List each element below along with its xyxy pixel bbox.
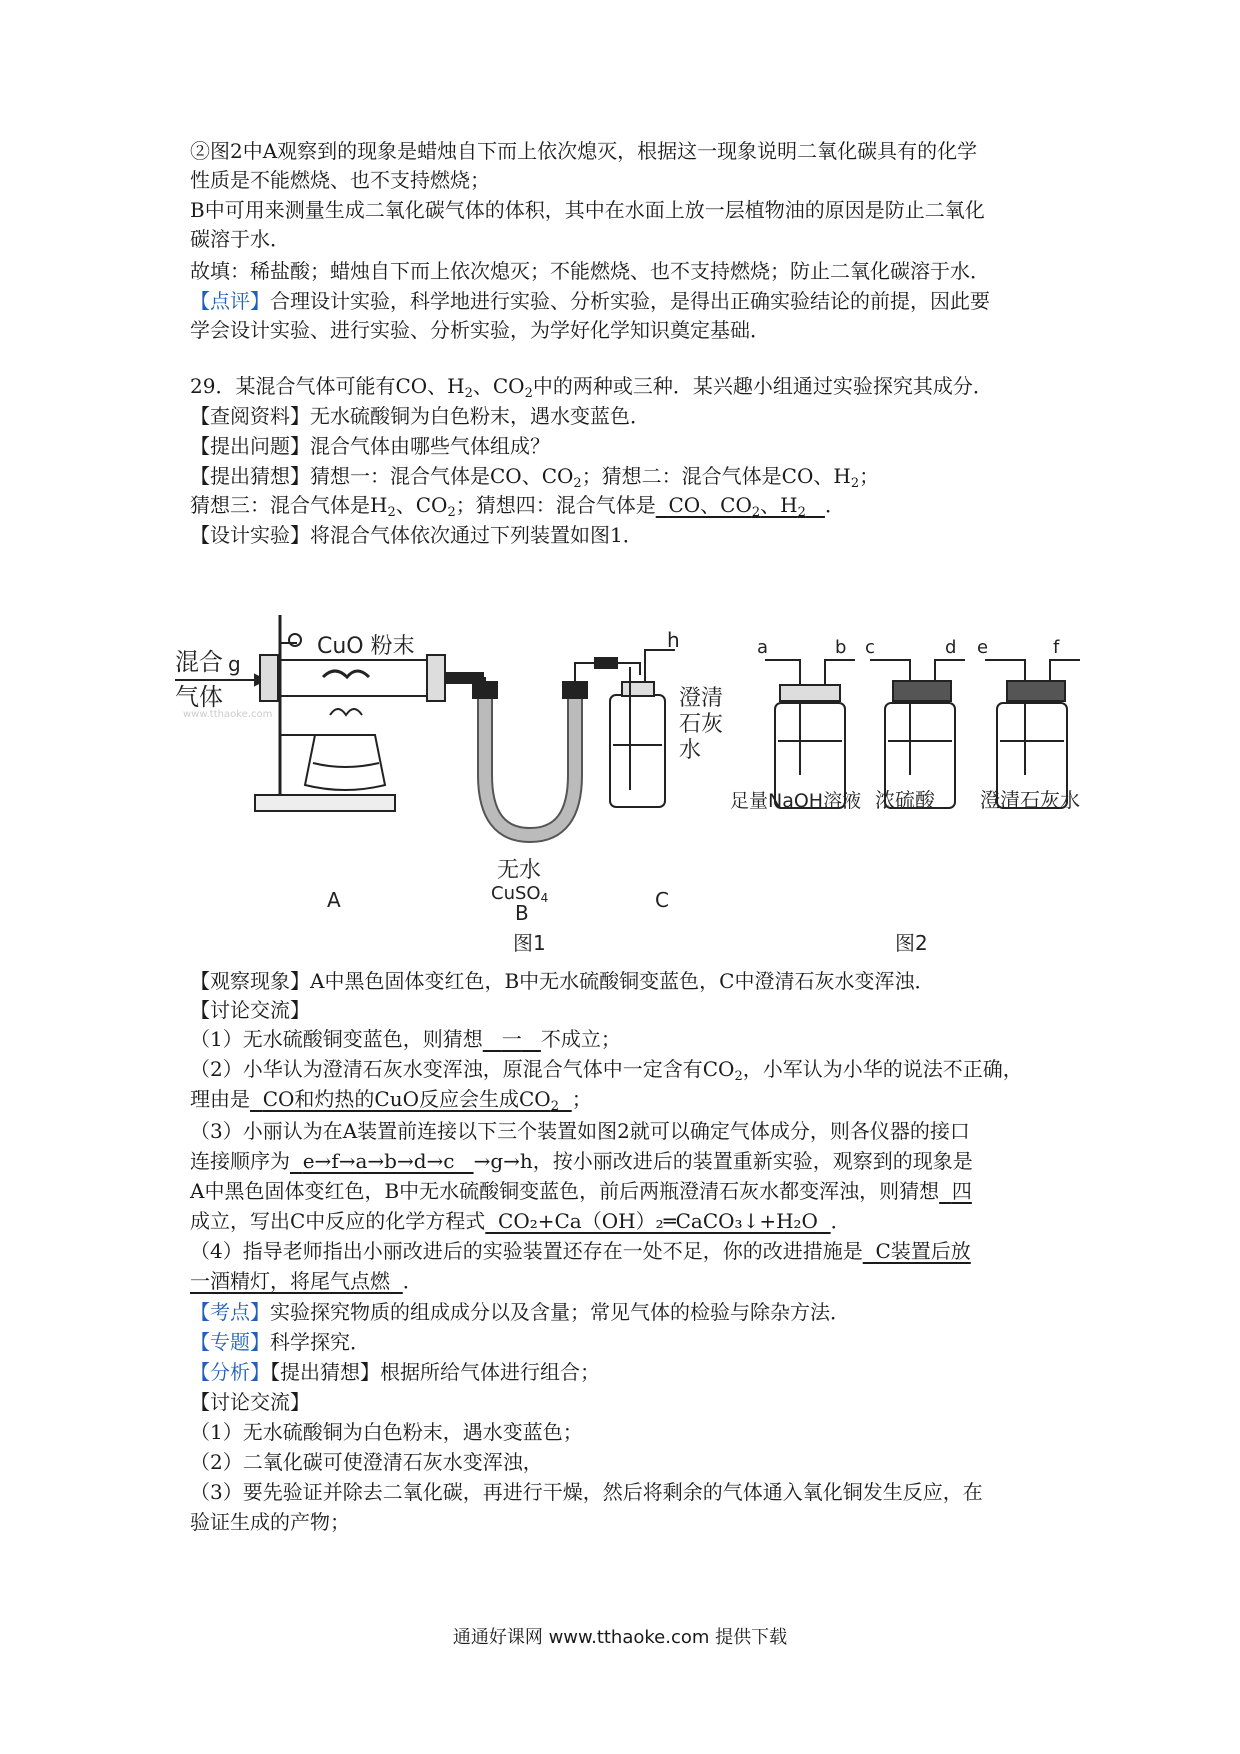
subscript: 2 <box>850 476 860 491</box>
q2-line <box>190 1085 592 1121</box>
text-line: 【观察现象】A中黑色固体变红色，B中无水硫酸铜变蓝色，C中澄清石灰水变浑浊． <box>190 969 935 993</box>
stopper <box>427 655 445 701</box>
answer-blank <box>485 1209 830 1233</box>
naoh-bottle <box>765 660 855 808</box>
outlet-tube <box>645 650 675 682</box>
text: 【提出猜想】根据所给气体进行组合； <box>270 1360 600 1384</box>
text-line: 【讨论交流】 <box>190 998 310 1022</box>
text-line: 【设计实验】将混合气体依次通过下列装置如图1． <box>190 523 643 547</box>
text: →g→h，按小丽改进后的装置重新实验，观察到的现象是 <box>473 1149 973 1173</box>
text: 【提出猜想】猜想一：混合气体是CO、CO <box>190 464 574 488</box>
text-line: B中可用来测量生成二氧化碳气体的体积，其中在水面上放一层植物油的原因是防止二氧化 <box>190 198 985 222</box>
subscript: 2 <box>797 505 806 520</box>
subscript: 2 <box>387 505 396 520</box>
limewater-bottle <box>610 695 665 807</box>
text-line: （1）无水硫酸铜为白色粉末，遇水变蓝色； <box>190 1420 583 1444</box>
label-C: C <box>655 888 669 912</box>
answer-text: 四 <box>951 1179 972 1203</box>
port-label-c: c <box>865 637 875 658</box>
footer-text: 通通好课网 www.tthaoke.com 提供下载 <box>452 1627 788 1648</box>
text: 、CO <box>472 374 525 398</box>
cuo-powder <box>323 671 369 677</box>
answer-text: e→f→a→b→d→c <box>302 1149 455 1173</box>
kaodian-line <box>190 1298 850 1326</box>
lime-water-bottle-2 <box>985 660 1080 808</box>
q1-line <box>190 1025 621 1053</box>
sulfuric-label: 浓硫酸 <box>875 788 935 812</box>
reaction-tube <box>267 660 437 696</box>
text: 科学探究． <box>270 1330 370 1354</box>
watermark: www.tthaoke.com <box>183 709 273 720</box>
answer-blank <box>190 1269 403 1293</box>
q3-line <box>190 1177 972 1205</box>
text-line: 碳溶于水． <box>190 227 290 251</box>
mixed-gas-label: 混合 <box>175 648 223 676</box>
answer-blank <box>290 1149 474 1173</box>
port-label-d: d <box>945 637 957 658</box>
kaodian-tag: 【考点】 <box>190 1300 270 1324</box>
text: A中黑色固体变红色，B中无水硫酸铜变蓝色，前后两瓶澄清石灰水都变浑浊，则猜想 <box>190 1179 940 1203</box>
q4-line <box>190 1267 423 1295</box>
text: 中的两种或三种．某兴趣小组通过实验探究其成分． <box>532 374 993 398</box>
answer-text: 一 <box>501 1027 522 1051</box>
text: ． <box>402 1269 423 1293</box>
text-line: 【提出问题】混合气体由哪些气体组成？ <box>190 434 550 458</box>
q3-line <box>190 1147 973 1175</box>
stand-base <box>255 795 395 811</box>
answer-blank <box>483 1027 541 1051</box>
text-line: 学会设计实验、进行实验、分析实验，为学好化学知识奠定基础． <box>190 318 770 342</box>
port-label-h: h <box>667 628 680 652</box>
subscript: 2 <box>550 1099 559 1114</box>
port-label-b: b <box>835 637 847 658</box>
subscript: 2 <box>751 505 761 520</box>
stopper <box>260 655 278 701</box>
cuso4-label: 无水 <box>497 858 542 883</box>
text-line: 验证生成的产物； <box>190 1510 350 1534</box>
answer-text: CO、CO <box>668 493 752 517</box>
text: 实验探究物质的组成成分以及含量；常见气体的检验与除杂方法． <box>270 1300 850 1324</box>
zhuanti-line <box>190 1328 370 1356</box>
text: ． <box>824 493 845 517</box>
dianping-tag: 【点评】 <box>190 289 270 313</box>
text: ； <box>571 1087 592 1111</box>
answer-blank <box>656 493 825 520</box>
zhuanti-tag: 【专题】 <box>190 1330 270 1354</box>
text: 猜想三：混合气体是H <box>190 493 388 517</box>
text: ． <box>830 1209 851 1233</box>
alcohol-lamp <box>305 735 385 790</box>
subscript: 2 <box>573 476 582 491</box>
answer-blank <box>939 1179 972 1203</box>
label-A: A <box>327 888 341 912</box>
text: （4）指导老师指出小丽改进后的实验装置还存在一处不足，你的改进措施是 <box>190 1239 863 1263</box>
answer-text: CO和灼热的CuO反应会生成CO <box>262 1087 551 1111</box>
q3-line <box>190 1207 851 1235</box>
text-line: 【查阅资料】无水硫酸铜为白色粉末，遇水变蓝色． <box>190 404 650 428</box>
mixed-gas-label: 气体 <box>175 683 223 711</box>
answer-blank <box>863 1239 971 1263</box>
label-B: B <box>515 901 529 925</box>
text: ；猜想四：混合气体是 <box>455 493 656 517</box>
port-label-a: a <box>757 637 769 658</box>
limewater-label: 澄清 <box>679 686 724 711</box>
answer-text: C装置后放 <box>875 1239 971 1263</box>
text: （1）无水硫酸铜变蓝色，则猜想 <box>190 1027 483 1051</box>
answer-text: 一酒精灯，将尾气点燃 <box>190 1269 390 1293</box>
fenxi-line <box>190 1358 600 1386</box>
limewater-label: 水 <box>679 738 702 763</box>
text: ； <box>859 464 880 488</box>
text-line: ②图2中A观察到的现象是蜡烛自下而上依次熄灭，根据这一现象说明二氧化碳具有的化学 <box>190 139 978 163</box>
sulfuric-acid-bottle <box>870 660 965 808</box>
q3-line: （3）小丽认为在A装置前连接以下三个装置如图2就可以确定气体成分，则各仪器的接口 <box>190 1119 970 1143</box>
subscript: 2 <box>464 386 473 401</box>
figure-2-caption: 图2 <box>895 931 928 955</box>
lime-water-label: 澄清石灰水 <box>980 788 1080 812</box>
text-line: （3）要先验证并除去二氧化碳，再进行干燥，然后将剩余的气体通入氧化铜发生反应，在 <box>190 1480 983 1504</box>
text-line: 故填：稀盐酸；蜡烛自下而上依次熄灭；不能燃烧、也不支持燃烧；防止二氧化碳溶于水． <box>190 259 990 283</box>
answer-text: CO₂+Ca（OH）₂═CaCO₃↓+H₂O <box>498 1209 818 1233</box>
text: 连接顺序为 <box>190 1149 290 1173</box>
answer-text: 、H <box>760 493 798 517</box>
port-label-e: e <box>977 637 989 658</box>
subscript: 2 <box>734 1069 743 1084</box>
subscript: 2 <box>524 386 533 401</box>
cuo-label: CuO 粉末 <box>317 634 415 659</box>
flame-icon <box>330 709 362 715</box>
text-line: 性质是不能燃烧、也不支持燃烧； <box>190 168 490 192</box>
naoh-label: 足量NaOH溶液 <box>730 790 862 812</box>
q4-line <box>190 1237 971 1265</box>
formula-text: CuSO <box>491 883 541 904</box>
text: （2）小华认为澄清石灰水变浑浊，原混合气体中一定含有CO <box>190 1057 735 1081</box>
limewater-label: 石灰 <box>679 712 724 737</box>
text-line: （2）二氧化碳可使澄清石灰水变浑浊， <box>190 1450 543 1474</box>
text: 成立，写出C中反应的化学方程式 <box>190 1209 486 1233</box>
apparatus-figure <box>175 615 1215 955</box>
port-label-g: g <box>228 652 241 676</box>
answer-blank <box>250 1087 572 1114</box>
text: 理由是 <box>190 1087 250 1111</box>
text: 、CO <box>395 493 448 517</box>
figure-1-caption: 图1 <box>513 931 546 955</box>
text: 不成立； <box>540 1027 621 1051</box>
comment-line <box>190 287 990 315</box>
text: ，小军认为小华的说法不正确， <box>742 1057 1023 1081</box>
text: ；猜想二：混合气体是CO、H <box>581 464 851 488</box>
comment-text: 合理设计实验，科学地进行实验、分析实验，是得出正确实验结论的前提，因此要 <box>270 289 990 313</box>
subscript: 4 <box>540 891 549 905</box>
text: 29．某混合气体可能有CO、H <box>190 374 465 398</box>
text-line: 【讨论交流】 <box>190 1390 310 1414</box>
fenxi-tag: 【分析】 <box>190 1360 270 1384</box>
port-label-f: f <box>1053 637 1060 658</box>
subscript: 2 <box>447 505 456 520</box>
